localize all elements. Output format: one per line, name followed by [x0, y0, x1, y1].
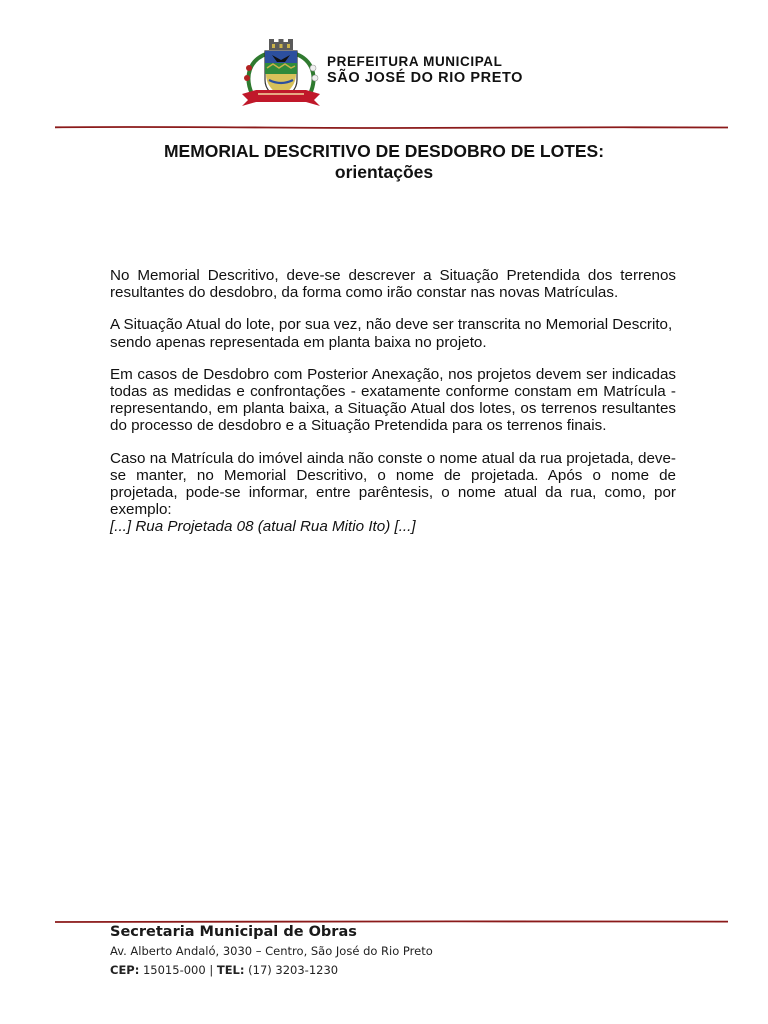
footer-contact: [110, 961, 433, 980]
page-header: [0, 0, 768, 130]
tel-label: TEL:: [216, 963, 245, 977]
org-name-line2: SÃO JOSÉ DO RIO PRETO: [327, 69, 524, 86]
example-text: [...] Rua Projetada 08 (atual Rua Mitio Ito) [...]: [110, 518, 416, 536]
footer-address: Av. Alberto Andaló, 3030 – Centro, São José do Rio Preto: [110, 944, 433, 958]
paragraph-posterior-anexacao: Em casos de Desdobro com Posterior Anexação, nos projetos devem ser indicadas todas as medidas e confrontações - exatamente conforme constam em Matrícula - representando, em planta baixa, a Situação Atual dos lotes, os terrenos resultantes do processo de desdobro e a Situação Pretendida para os terrenos finais.: [110, 365, 676, 435]
tel-value: (17) 3203-1230: [248, 963, 339, 977]
document-subtitle: orientações: [334, 162, 434, 182]
cep-value: 15015-000: [142, 963, 206, 977]
header-divider: [55, 125, 728, 131]
org-name-line1: PREFEITURA MUNICIPAL: [327, 54, 503, 69]
paragraph-situacao-pretendida: No Memorial Descritivo, deve-se descrever a Situação Pretendida dos terrenos resultantes do desdobro, da forma como irão constar nas novas Matrículas.: [110, 267, 676, 302]
footer-department: Secretaria Municipal de Obras: [110, 924, 357, 940]
paragraph-rua-projetada-text: Caso na Matrícula do imóvel ainda não conste o nome atual da rua projetada, deve-se manter, no Memorial Descritivo, o nome de projetada. Após o nome de projetada, pode-se informar, entre parêntesis, o nome atual da rua, como, por exemplo:: [110, 449, 676, 519]
document-title: MEMORIAL DESCRITIVO DE DESDOBRO DE LOTES:: [163, 141, 605, 161]
contact-separator: |: [209, 963, 214, 977]
page-footer: [110, 922, 433, 980]
document-heading: [0, 141, 768, 183]
organization-name: [327, 55, 523, 85]
coat-of-arms-icon: [236, 38, 326, 110]
document-body: [110, 267, 676, 536]
paragraph-situacao-atual: A Situação Atual do lote, por sua vez, não deve ser transcrita no Memorial Descrito, sendo apenas representada em planta baixa no projeto.: [110, 316, 673, 351]
paragraph-rua-projetada: [110, 450, 676, 536]
cep-label: CEP:: [110, 963, 140, 977]
